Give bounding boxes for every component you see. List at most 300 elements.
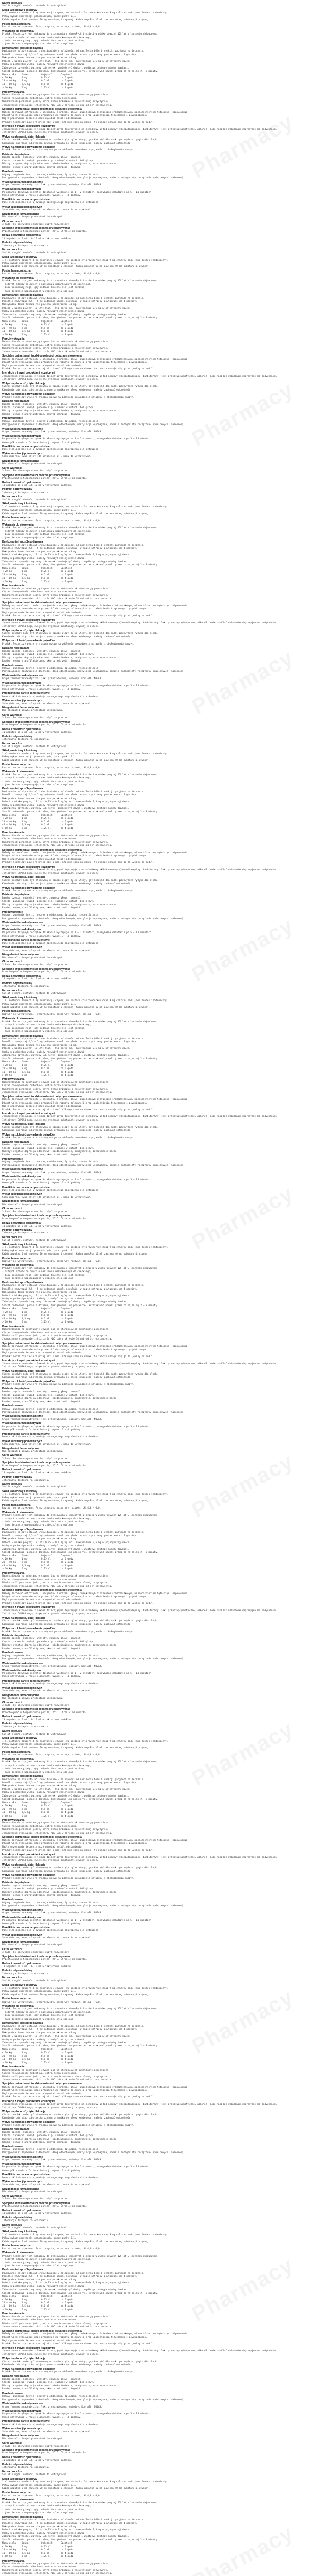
section-heading: Dawkowanie i sposób podawania: [2, 540, 43, 544]
section-heading: Właściwości farmakodynamiczne: [2, 1168, 43, 1172]
section-heading: Okres ważności: [2, 1454, 22, 1458]
section-paragraph: Dawkowanie należy ustalać indywidualnie w zależności od nasilenia bólu i reakcji pacjenta na leczenie.: [2, 297, 145, 300]
section-heading: Wpływ na zdolność prowadzenia pojazdów: [2, 1874, 55, 1877]
section-heading: Interakcje z innymi produktami leczniczymi: [2, 618, 55, 622]
section-heading: Przedkliniczne dane o bezpieczeństwie: [2, 692, 50, 696]
section-paragraph: Produkt leczniczy wywiera znaczny wpływ na zdolność prowadzenia pojazdów i obsługiwania maszyn.: [2, 396, 135, 399]
section-heading: Postać farmaceutyczna: [2, 1750, 31, 1754]
section-paragraph: Sposób podawania: podanie dożylne, domięśniowe lub podskórne. Wstrzykiwać powoli przez co najmniej 2 – 3 minuty.: [2, 1057, 159, 1060]
section-paragraph: Zaburzenia czynności wątroby lub nerek: zmniejszyć dawkę i wydłużyć odstępy między dawkami.: [2, 1054, 129, 1057]
section-paragraph: Niezbyt często: depresja oddechowa, niedociśnienie, bradykardia, zatrzymanie moczu.: [2, 2384, 118, 2387]
section-paragraph: Często: zaparcia, świąd, pocenie się, suchość w ustach, ból głowy.: [2, 406, 94, 410]
section-heading: Dawkowanie i sposób podawania: [2, 1281, 43, 1284]
section-paragraph: Osoby w podeszłym wieku: należy rozważyć zmniejszenie dawki.: [2, 310, 86, 313]
section-paragraph: Jednoczesne stosowanie z lekami działającymi depresyjnie na ośrodkowy układ nerwowy (benzodiazepiny, barbiturany, leki przeciwpsychotyczne, alkohol) może nasilać działanie depresyjne na oddychanie.: [2, 1115, 277, 1118]
section-heading: Specjalne środki ostrożności podczas przechowywania: [2, 1955, 70, 1958]
section-paragraph: Dawkowanie należy ustalać indywidualnie w zależności od nasilenia bólu i reakcji pacjenta na leczenie.: [2, 2272, 145, 2275]
section-heading: Specjalne ostrzeżenia i środki ostrożności dotyczące stosowania: [2, 354, 82, 358]
section-heading: Wpływ na zdolność prowadzenia pojazdów: [2, 1133, 55, 1137]
section-paragraph: Postępowanie: zapewnienie drożności dróg oddechowych, wentylacja wspomagana, podanie antagonisty receptorów opioidowych (nalokson).: [2, 917, 185, 920]
section-paragraph: Nie mieszać z innymi produktami leczniczymi.: [2, 2191, 64, 2194]
section-paragraph: Grupa farmakoterapeutyczna: leki przeciwbólowe, opioidy. Kod ATC: N02AB.: [2, 1418, 103, 1421]
section-paragraph: Rzadko: reakcje anafilaktyczne, skurcz oskrzeli, drgawki.: [2, 1400, 82, 1403]
section-paragraph: - jako leczenie wspomagające w znieczuleniu ogólnym.: [2, 43, 75, 46]
section-paragraph: Bardzo często: nudności, wymioty, zawroty głowy, senność.: [2, 1391, 82, 1394]
section-paragraph: Objawy: zwężenie źrenic, depresja oddechowa, śpiączka, niedociśnienie.: [2, 2148, 100, 2151]
section-paragraph: Pełny wykaz substancji pomocniczych, patrz punkt 6.1.: [2, 2237, 76, 2240]
section-paragraph: 1 ml roztworu zawiera 4 mg substancji czynnej (w postaci chlorowodorku) oraz 9 mg chlorku sodu jako środek izotoniczny.: [2, 1987, 168, 1990]
section-heading: Skład jakościowy i ilościowy: [2, 8, 38, 12]
section-paragraph: Osoby w podeszłym wieku: należy rozważyć zmniejszenie dawki.: [2, 2532, 86, 2535]
section-paragraph: Ciężka niewydolność oddechowa, ostra astma oskrzelowa.: [2, 838, 78, 841]
section-heading: Rodzaj i zawartość opakowania: [2, 974, 41, 978]
section-heading: Specjalne ostrzeżenia i środki ostrożności dotyczące stosowania: [2, 601, 82, 605]
section-paragraph: Każda ampułka 5 ml zawiera 20 mg substancji czynnej. Każda ampułka 10 ml zawiera 40 mg substancji czynnej.: [2, 512, 150, 515]
section-heading: Rodzaj i zawartość opakowania: [2, 234, 41, 238]
section-paragraph: Grupa farmakoterapeutyczna: leki przeciwbólowe, opioidy. Kod ATC: N02AB.: [2, 1665, 103, 1668]
table-row: 40 – 60 kg 2,5 mg 0,6 ml co 4 godz.: [2, 824, 80, 827]
section-paragraph: - ostrych stanów bólowych o nasileniu umiarkowanym do ciężkiego,: [2, 2505, 92, 2508]
section-paragraph: - ostrych stanów bólowych o nasileniu umiarkowanym do ciężkiego,: [2, 2011, 92, 2014]
section-paragraph: Każda ampułka 5 ml zawiera 20 mg substancji czynnej. Każda ampułka 10 ml zawiera 40 mg substancji czynnej.: [2, 759, 150, 762]
section-paragraph: 10 ampułek po 5 ml lub 10 ml w tekturowym pudełku.: [2, 2212, 72, 2215]
table-row: > 60 kg 5 mg 1,25 ml co 4 godz.: [2, 1815, 80, 1818]
section-heading: Rodzaj i zawartość opakowania: [2, 2455, 41, 2459]
section-paragraph: Postępowanie: zapewnienie drożności dróg oddechowych, wentylacja wspomagana, podanie antagonisty receptorów opioidowych (nalokson).: [2, 1905, 185, 1908]
section-paragraph: 10 ampułek po 5 ml lub 10 ml w tekturowym pudełku.: [2, 978, 72, 981]
section-paragraph: Postępowanie: zapewnienie drożności dróg oddechowych, wentylacja wspomagana, podanie antagonisty receptorów opioidowych (nalokson).: [2, 670, 185, 673]
section-heading: Wpływ na płodność, ciążę i laktację: [2, 876, 46, 879]
section-paragraph: Nagłe przerwanie leczenia może wywołać zespół odstawienia.: [2, 1352, 83, 1355]
section-paragraph: Ciężka niewydolność oddechowa, ostra astma oskrzelowa.: [2, 591, 78, 594]
section-paragraph: Długotrwałe stosowanie może prowadzić do rozwoju tolerancji oraz uzależnienia fizycznego i psychicznego.: [2, 855, 147, 858]
section-paragraph: Należy zachować ostrożność u pacjentów z urazami głowy, zwiększonym ciśnieniem śródczaszkowym, niedociśnieniem tętniczym, hipowolemią.: [2, 1839, 190, 1842]
section-paragraph: Inhibitory CYP3A4 mogą zwiększać stężenie substancji czynnej w osoczu.: [2, 1859, 100, 1862]
section-paragraph: - jako leczenie wspomagające w znieczuleniu ogólnym.: [2, 1030, 75, 1033]
section-paragraph: Roztwór do wstrzykiwań. Przezroczysty, bezbarwny roztwór, pH 4,0 – 6,0.: [2, 519, 101, 522]
section-heading: Nazwa produktu: [2, 2223, 22, 2227]
section-paragraph: - bólu pooperacyjnego, gdy podanie doustne nie jest możliwe,: [2, 533, 86, 536]
section-heading: Nazwa produktu: [2, 1483, 22, 1486]
section-paragraph: - ostrych stanów bólowych o nasileniu umiarkowanym do ciężkiego,: [2, 777, 92, 780]
section-paragraph: Po podaniu dożylnym początek działania występuje po 1 – 2 minutach, maksymalne działanie po 5 – 10 minutach.: [2, 191, 153, 194]
section-paragraph: Nagłe przerwanie leczenia może wywołać zespół odstawienia.: [2, 1105, 83, 1108]
section-paragraph: Inhibitory CYP3A4 mogą zwiększać stężenie substancji czynnej w osoczu.: [2, 378, 100, 381]
section-heading: Działania niepożądane: [2, 2128, 30, 2131]
section-paragraph: Objawy: zwężenie źrenic, depresja oddechowa, śpiączka, niedociśnienie.: [2, 420, 100, 423]
section-paragraph: Osoby w podeszłym wieku: należy rozważyć zmniejszenie dawki.: [2, 1545, 86, 1548]
section-paragraph: Osoby w podeszłym wieku: należy rozważyć zmniejszenie dawki.: [2, 1791, 86, 1794]
section-paragraph: 1 ml roztworu zawiera 4 mg substancji czynnej (w postaci chlorowodorku) oraz 9 mg chlorku sodu jako środek izotoniczny.: [2, 505, 168, 509]
section-paragraph: Dzieci w wieku powyżej 12 lat: 0,05 – 0,1 mg/kg mc., maksymalnie 2,5 mg w pojedynczej dawce.: [2, 801, 131, 804]
section-paragraph: Nadwrażliwość na substancję czynną lub na którąkolwiek substancję pomocniczą.: [2, 2315, 110, 2318]
section-heading: Przedawkowanie: [2, 417, 23, 420]
section-paragraph: Maksymalna dawka dobowa nie powinna przekraczać 40 mg.: [2, 303, 78, 307]
section-heading: Przedkliniczne dane o bezpieczeństwie: [2, 198, 50, 201]
section-paragraph: Jednoczesne stosowanie inhibitorów MAO lub w okresie 14 dni od ich odstawienia.: [2, 844, 113, 848]
section-heading: Specjalne ostrzeżenia i środki ostrożności dotyczące stosowania: [2, 2329, 82, 2333]
section-heading: Postać farmaceutyczna: [2, 516, 31, 520]
section-heading: Wskazania do stosowania: [2, 2498, 34, 2502]
section-paragraph: Jednoczesne stosowanie inhibitorów MAO lub w okresie 14 dni od ich odstawienia.: [2, 1338, 113, 1341]
section-heading: Przedawkowanie: [2, 910, 23, 914]
section-paragraph: Po podaniu dożylnym początek działania występuje po 1 – 2 minutach, maksymalne działanie po 5 – 10 minutach.: [2, 931, 153, 935]
section-heading: Dawkowanie i sposób podawania: [2, 787, 43, 791]
section-heading: Specjalne środki ostrożności podczas przechowywania: [2, 967, 70, 971]
section-paragraph: Osoby w podeszłym wieku: należy rozważyć zmniejszenie dawki.: [2, 557, 86, 560]
section-paragraph: Produkt leczniczy wywiera znaczny wpływ na zdolność prowadzenia pojazdów i obsługiwania maszyn.: [2, 2124, 135, 2127]
section-heading: Niezgodności farmaceutyczne: [2, 706, 39, 709]
section-heading: Nazwa produktu: [2, 2470, 22, 2473]
section-heading: Wykaz substancji pomocniczych: [2, 205, 42, 209]
section-heading: Właściwości farmakokinetyczne: [2, 1669, 42, 1672]
section-paragraph: Pełny wykaz substancji pomocniczych, patrz punkt 6.1.: [2, 262, 76, 265]
section-paragraph: 3 lata. Po pierwszym otwarciu: zużyć natychmiast.: [2, 1951, 71, 1954]
section-heading: Interakcje z innymi produktami leczniczymi: [2, 1853, 55, 1856]
section-paragraph: Roztwór do wstrzykiwań. Przezroczysty, bezbarwny roztwór, pH 4,0 – 6,0.: [2, 273, 101, 276]
section-paragraph: Po podaniu dożylnym początek działania występuje po 1 – 2 minutach, maksymalne działanie po 5 – 10 minutach.: [2, 2166, 153, 2169]
section-paragraph: 1 ml roztworu zawiera 4 mg substancji czynnej (w postaci chlorowodorku) oraz 9 mg chlorku sodu jako środek izotoniczny.: [2, 999, 168, 1003]
section-paragraph: Maksymalna dawka dobowa nie powinna przekraczać 40 mg.: [2, 1785, 78, 1788]
section-paragraph: - bólu pooperacyjnego, gdy podanie doustne nie jest możliwe,: [2, 286, 86, 290]
section-paragraph: Ciąża: produkt może być stosowany w czasie ciąży tylko wtedy, gdy korzyść dla matki przewyższa ryzyko dla płodu.: [2, 879, 159, 882]
section-paragraph: Nagłe przerwanie leczenia może wywołać zespół odstawienia.: [2, 364, 83, 367]
section-paragraph: Należy zachować ostrożność u pacjentów z urazami głowy, zwiększonym ciśnieniem śródczaszkowym, niedociśnieniem tętniczym, hipowolemią.: [2, 2086, 190, 2089]
table-row: > 60 kg 5 mg 1,25 ml co 4 godz.: [2, 827, 80, 830]
section-heading: Postać farmaceutyczna: [2, 1257, 31, 1260]
section-paragraph: Bardzo często: nudności, wymioty, zawroty głowy, senność.: [2, 896, 82, 900]
table-row: 20 – 40 kg 2 mg 0,5 ml co 6 godz.: [2, 2055, 80, 2058]
section-paragraph: Dorośli: zazwyczaj 2,5 – 5 mg podawane powoli dożylnie, w razie potrzeby powtarzane co 4 godziny.: [2, 53, 138, 56]
section-paragraph: Niedrożność porażenna jelit, ostre stany brzuszne o nieustalonej przyczynie.: [2, 2075, 108, 2078]
section-paragraph: Jednoczesne stosowanie z lekami działającymi depresyjnie na ośrodkowy układ nerwowy (benzodiazepiny, barbiturany, leki przeciwpsychotyczne, alkohol) może nasilać działanie depresyjne na oddychanie.: [2, 128, 277, 131]
section-paragraph: Sposób podawania: podanie dożylne, domięśniowe lub podskórne. Wstrzykiwać powoli przez co najmniej 2 – 3 minuty.: [2, 2538, 159, 2541]
section-paragraph: Jednoczesne stosowanie inhibitorów MAO lub w okresie 14 dni od ich odstawienia.: [2, 1585, 113, 1588]
section-paragraph: 10 ampułek po 5 ml lub 10 ml w tekturowym pudełku.: [2, 1471, 72, 1475]
section-paragraph: Produkt leczniczy jest wskazany do stosowania u dorosłych i dzieci w wieku powyżej 12 lat w leczeniu objawowym:: [2, 33, 157, 36]
section-paragraph: - ostrych stanów bólowych o nasileniu umiarkowanym do ciężkiego,: [2, 2258, 92, 2261]
table-row: < 20 kg 1 mg 0,25 ml co 6 godz.: [2, 2052, 80, 2055]
section-paragraph: Produkt leczniczy zawiera mniej niż 1 mmol (23 mg) sodu na dawkę, to znaczy uznaje się go za „wolny od sodu”.: [2, 2096, 154, 2099]
section-heading: Przedkliniczne dane o bezpieczeństwie: [2, 1926, 50, 1930]
section-paragraph: Postępowanie: zapewnienie drożności dróg oddechowych, wentylacja wspomagana, podanie antagonisty receptorów opioidowych (nalokson).: [2, 2398, 185, 2401]
section-paragraph: Zaburzenia czynności wątroby lub nerek: zmniejszyć dawkę i wydłużyć odstępy między dawkami.: [2, 2041, 129, 2044]
section-paragraph: Grupa farmakoterapeutyczna: leki przeciwbólowe, opioidy. Kod ATC: N02AB.: [2, 1171, 103, 1174]
section-paragraph: Roztwór do wstrzykiwań. Przezroczysty, bezbarwny roztwór, pH 4,0 – 6,0.: [2, 766, 101, 769]
section-paragraph: Należy zachować ostrożność u pacjentów z urazami głowy, zwiększonym ciśnieniem śródczaszkowym, niedociśnieniem tętniczym, hipowolemią.: [2, 111, 190, 114]
section-paragraph: Produkt leczniczy wywiera znaczny wpływ na zdolność prowadzenia pojazdów i obsługiwania maszyn.: [2, 1877, 135, 1880]
section-paragraph: - jako leczenie wspomagające w znieczuleniu ogólnym.: [2, 290, 75, 293]
section-paragraph: Zaburzenia czynności wątroby lub nerek: zmniejszyć dawkę i wydłużyć odstępy między dawkami.: [2, 313, 129, 316]
section-paragraph: Pełny wykaz substancji pomocniczych, patrz punkt 6.1.: [2, 1496, 76, 1499]
section-heading: Wpływ na płodność, ciążę i laktację: [2, 1123, 46, 1126]
section-paragraph: Produkt leczniczy zawiera mniej niż 1 mmol (23 mg) sodu na dawkę, to znaczy uznaje się go za „wolny od sodu”.: [2, 1355, 154, 1358]
section-paragraph: Dzieci w wieku powyżej 12 lat: 0,05 – 0,1 mg/kg mc., maksymalnie 2,5 mg w pojedynczej dawce.: [2, 2529, 131, 2532]
section-heading: Wpływ na zdolność prowadzenia pojazdów: [2, 1627, 55, 1631]
section-heading: Postać farmaceutyczna: [2, 1010, 31, 1013]
section-paragraph: Karmienie piersią: substancja czynna przenika do mleka kobiecego; należy zachować ostrożność.: [2, 388, 132, 392]
table-row: 20 – 40 kg 2 mg 0,5 ml co 6 godz.: [2, 2301, 80, 2304]
section-paragraph: 1 ml roztworu zawiera 4 mg substancji czynnej (w postaci chlorowodorku) oraz 9 mg chlorku sodu jako środek izotoniczny.: [2, 2233, 168, 2236]
section-paragraph: Roztwór do wstrzykiwań. Przezroczysty, bezbarwny roztwór, pH 4,0 – 6,0.: [2, 1754, 101, 1757]
section-paragraph: Ciąża: produkt może być stosowany w czasie ciąży tylko wtedy, gdy korzyść dla matki przewyższa ryzyko dla płodu.: [2, 1620, 159, 1623]
section-paragraph: Sunlit N mg/ml roztwór, roztwór do wstrzykiwań: [2, 1239, 66, 1242]
table-row: 40 – 60 kg 2,5 mg 0,6 ml co 4 godz.: [2, 1811, 80, 1815]
section-paragraph: Nie mieszać z innymi produktami leczniczymi.: [2, 956, 64, 959]
section-paragraph: Zaburzenia czynności wątroby lub nerek: zmniejszyć dawkę i wydłużyć odstępy między dawkami.: [2, 66, 129, 70]
section-heading: Skład jakościowy i ilościowy: [2, 1737, 38, 1740]
section-paragraph: Maksymalna dawka dobowa nie powinna przekraczać 40 mg.: [2, 797, 78, 800]
section-paragraph: Zaburzenia czynności wątroby lub nerek: zmniejszyć dawkę i wydłużyć odstępy między dawkami.: [2, 1794, 129, 1798]
table-header-row: Masa ciała Dawka Objętość Częstość: [2, 1308, 80, 1311]
section-heading: Specjalne środki ostrożności podczas przechowywania: [2, 2201, 70, 2205]
section-paragraph: Często: zaparcia, świąd, pocenie się, suchość w ustach, ból głowy.: [2, 1640, 94, 1643]
section-paragraph: Ciąża: produkt może być stosowany w czasie ciąży tylko wtedy, gdy korzyść dla matki przewyższa ryzyko dla płodu.: [2, 139, 159, 142]
section-heading: Wskazania do stosowania: [2, 1017, 34, 1021]
section-heading: Podmiot odpowiedzialny: [2, 981, 32, 985]
section-paragraph: Informacja dostępna na opakowaniu.: [2, 1972, 50, 1975]
section-heading: Wskazania do stosowania: [2, 1757, 34, 1761]
section-heading: Przedkliniczne dane o bezpieczeństwie: [2, 2420, 50, 2424]
section-paragraph: Sunlit N mg/ml roztwór, roztwór do wstrzykiwań: [2, 498, 66, 501]
section-paragraph: Przechowywać w temperaturze poniżej 25°C. Chronić od światła.: [2, 2205, 88, 2208]
section-heading: Wpływ na płodność, ciążę i laktację: [2, 1616, 46, 1620]
section-paragraph: 1 ml roztworu zawiera 4 mg substancji czynnej (w postaci chlorowodorku) oraz 9 mg chlorku sodu jako środek izotoniczny.: [2, 1740, 168, 1743]
section-paragraph: Pełny wykaz substancji pomocniczych, patrz punkt 6.1.: [2, 1990, 76, 1993]
section-paragraph: Nie mieszać z innymi produktami leczniczymi.: [2, 463, 64, 466]
section-paragraph: Dawkowanie należy ustalać indywidualnie w zależności od nasilenia bólu i reakcji pacjenta na leczenie.: [2, 1531, 145, 1534]
section-paragraph: Produkt leczniczy zawiera mniej niż 1 mmol (23 mg) sodu na dawkę, to znaczy uznaje się go za „wolny od sodu”.: [2, 1602, 154, 1605]
section-paragraph: Dorośli: zazwyczaj 2,5 – 5 mg podawane powoli dożylnie, w razie potrzeby powtarzane co 4 godziny.: [2, 1782, 138, 1784]
section-paragraph: Niezbyt często: depresja oddechowa, niedociśnienie, bradykardia, zatrzymanie moczu.: [2, 2138, 118, 2141]
section-heading: Wskazania do stosowania: [2, 1511, 34, 1514]
table-row: < 20 kg 1 mg 0,25 ml co 6 godz.: [2, 1311, 80, 1314]
section-paragraph: Postępowanie: zapewnienie drożności dróg oddechowych, wentylacja wspomagana, podanie antagonisty receptorów opioidowych (nalokson).: [2, 423, 185, 427]
section-paragraph: Dawkowanie należy ustalać indywidualnie w zależności od nasilenia bólu i reakcji pacjenta na leczenie.: [2, 50, 145, 53]
section-paragraph: Maksymalna dawka dobowa nie powinna przekraczać 40 mg.: [2, 2525, 78, 2528]
section-paragraph: Często: zaparcia, świąd, pocenie się, suchość w ustach, ból głowy.: [2, 2381, 94, 2384]
section-heading: Właściwości farmakodynamiczne: [2, 2155, 43, 2159]
section-heading: Postać farmaceutyczna: [2, 2491, 31, 2495]
table-row: < 20 kg 1 mg 0,25 ml co 6 godz.: [2, 1558, 80, 1561]
section-paragraph: Ciężka niewydolność oddechowa, ostra astma oskrzelowa.: [2, 1331, 78, 1334]
section-paragraph: Sodu chlorek, kwas solny (do ustalenia pH), woda do wstrzykiwań.: [2, 1937, 92, 1940]
section-paragraph: Produkt leczniczy wywiera znaczny wpływ na zdolność prowadzenia pojazdów i obsługiwania maszyn.: [2, 642, 135, 646]
section-paragraph: Po podaniu dożylnym początek działania występuje po 1 – 2 minutach, maksymalne działanie po 5 – 10 minutach.: [2, 2413, 153, 2416]
section-paragraph: Postępowanie: zapewnienie drożności dróg oddechowych, wentylacja wspomagana, podanie antagonisty receptorów opioidowych (nalokson).: [2, 1411, 185, 1414]
section-paragraph: Często: zaparcia, świąd, pocenie się, suchość w ustach, ból głowy.: [2, 1394, 94, 1397]
section-paragraph: Produkt leczniczy jest wskazany do stosowania u dorosłych i dzieci w wieku powyżej 12 lat w leczeniu objawowym:: [2, 1514, 157, 1517]
section-paragraph: Często: zaparcia, świąd, pocenie się, suchość w ustach, ból głowy.: [2, 653, 94, 656]
section-heading: Wykaz substancji pomocniczych: [2, 699, 42, 703]
section-paragraph: - jako leczenie wspomagające w znieczuleniu ogólnym.: [2, 2264, 75, 2267]
section-paragraph: Nie mieszać z innymi produktami leczniczymi.: [2, 1944, 64, 1947]
table-header-row: Masa ciała Dawka Objętość Częstość: [2, 320, 80, 323]
section-paragraph: Dane niekliniczne nie ujawniają szczególnego zagrożenia dla człowieka.: [2, 2176, 100, 2179]
section-paragraph: Ciąża: produkt może być stosowany w czasie ciąży tylko wtedy, gdy korzyść dla matki przewyższa ryzyko dla płodu.: [2, 1867, 159, 1870]
table-row: 40 – 60 kg 2,5 mg 0,6 ml co 4 godz.: [2, 2552, 80, 2555]
section-paragraph: Sunlit N mg/ml roztwór, roztwór do wstrzykiwań: [2, 1486, 66, 1489]
section-paragraph: Informacja dostępna na opakowaniu.: [2, 491, 50, 494]
section-heading: Interakcje z innymi produktami leczniczymi: [2, 1606, 55, 1609]
section-paragraph: Dorośli: zazwyczaj 2,5 – 5 mg podawane powoli dożylnie, w razie potrzeby powtarzane co 4 godziny.: [2, 2028, 138, 2031]
section-heading: Właściwości farmakodynamiczne: [2, 427, 43, 431]
section-heading: Rodzaj i zawartość opakowania: [2, 2209, 41, 2212]
section-heading: Rodzaj i zawartość opakowania: [2, 727, 41, 731]
section-paragraph: Grupa farmakoterapeutyczna: leki przeciwbólowe, opioidy. Kod ATC: N02AB.: [2, 677, 103, 681]
section-heading: Podmiot odpowiedzialny: [2, 1476, 32, 1479]
section-paragraph: Przechowywać w temperaturze poniżej 25°C. Chronić od światła.: [2, 230, 88, 233]
section-paragraph: Dzieci w wieku powyżej 12 lat: 0,05 – 0,1 mg/kg mc., maksymalnie 2,5 mg w pojedynczej dawce.: [2, 307, 131, 310]
section-paragraph: Rzadko: reakcje anafilaktyczne, skurcz oskrzeli, drgawki.: [2, 166, 82, 169]
section-heading: Wpływ na zdolność prowadzenia pojazdów: [2, 1380, 55, 1383]
section-paragraph: Długotrwałe stosowanie może prowadzić do rozwoju tolerancji oraz uzależnienia fizycznego i psychicznego.: [2, 2336, 147, 2339]
section-heading: Interakcje z innymi produktami leczniczymi: [2, 1359, 55, 1363]
section-paragraph: Bardzo często: nudności, wymioty, zawroty głowy, senność.: [2, 2378, 82, 2381]
section-paragraph: Informacja dostępna na opakowaniu.: [2, 985, 50, 988]
table-row: > 60 kg 5 mg 1,25 ml co 4 godz.: [2, 1074, 80, 1077]
section-heading: Wskazania do stosowania: [2, 2005, 34, 2008]
section-paragraph: Dzieci w wieku powyżej 12 lat: 0,05 – 0,1 mg/kg mc., maksymalnie 2,5 mg w pojedynczej dawce.: [2, 1541, 131, 1544]
table-row: 40 – 60 kg 2,5 mg 0,6 ml co 4 godz.: [2, 1564, 80, 1567]
section-paragraph: Objawy: zwężenie źrenic, depresja oddechowa, śpiączka, niedociśnienie.: [2, 1161, 100, 1164]
section-paragraph: Ciężka niewydolność oddechowa, ostra astma oskrzelowa.: [2, 2072, 78, 2075]
section-heading: Podmiot odpowiedzialny: [2, 241, 32, 245]
section-paragraph: Sposób podawania: podanie dożylne, domięśniowe lub podskórne. Wstrzykiwać powoli przez co najmniej 2 – 3 minuty.: [2, 70, 159, 73]
section-paragraph: Produkt leczniczy wywiera znaczny wpływ na zdolność prowadzenia pojazdów i obsługiwania maszyn.: [2, 1137, 135, 1140]
section-paragraph: Sposób podawania: podanie dożylne, domięśniowe lub podskórne. Wstrzykiwać powoli przez co najmniej 2 – 3 minuty.: [2, 1798, 159, 1801]
section-paragraph: Roztwór do wstrzykiwań. Przezroczysty, bezbarwny roztwór, pH 4,0 – 6,0.: [2, 1507, 101, 1510]
section-heading: Działania niepożądane: [2, 1140, 30, 1144]
section-heading: Przeciwwskazania: [2, 337, 25, 341]
section-heading: Skład jakościowy i ilościowy: [2, 1984, 38, 1987]
section-paragraph: Długotrwałe stosowanie może prowadzić do rozwoju tolerancji oraz uzależnienia fizycznego i psychicznego.: [2, 1842, 147, 1845]
section-heading: Przedkliniczne dane o bezpieczeństwie: [2, 1432, 50, 1436]
section-paragraph: Ciąża: produkt może być stosowany w czasie ciąży tylko wtedy, gdy korzyść dla matki przewyższa ryzyko dla płodu.: [2, 2113, 159, 2116]
section-paragraph: Sposób podawania: podanie dożylne, domięśniowe lub podskórne. Wstrzykiwać powoli przez co najmniej 2 – 3 minuty.: [2, 2292, 159, 2295]
section-paragraph: Maksymalna dawka dobowa nie powinna przekraczać 40 mg.: [2, 57, 78, 60]
section-paragraph: - ostrych stanów bólowych o nasileniu umiarkowanym do ciężkiego,: [2, 1024, 92, 1027]
table-row: > 60 kg 5 mg 1,25 ml co 4 godz.: [2, 580, 80, 583]
section-heading: Wskazania do stosowania: [2, 276, 34, 280]
section-paragraph: Sodu chlorek, kwas solny (do ustalenia pH), woda do wstrzykiwań.: [2, 2183, 92, 2187]
section-paragraph: Nadwrażliwość na substancję czynną lub na którąkolwiek substancję pomocniczą.: [2, 2562, 110, 2565]
section-heading: Rodzaj i zawartość opakowania: [2, 481, 41, 484]
section-heading: Wykaz substancji pomocniczych: [2, 2180, 42, 2184]
section-heading: Właściwości farmakodynamiczne: [2, 1415, 43, 1418]
section-heading: Wykaz substancji pomocniczych: [2, 1686, 42, 1690]
section-paragraph: Zaburzenia czynności wątroby lub nerek: zmniejszyć dawkę i wydłużyć odstępy między dawkami.: [2, 2535, 129, 2538]
section-heading: Nazwa produktu: [2, 1235, 22, 1239]
section-paragraph: Niedrożność porażenna jelit, ostre stany brzuszne o nieustalonej przyczynie.: [2, 2569, 108, 2572]
section-heading: Działania niepożądane: [2, 893, 30, 897]
section-paragraph: Okres półtrwania w fazie eliminacji wynosi 3 – 4 godziny.: [2, 935, 82, 938]
section-paragraph: Dane niekliniczne nie ujawniają szczególnego zagrożenia dla człowieka.: [2, 448, 100, 451]
section-heading: Dawkowanie i sposób podawania: [2, 2022, 43, 2025]
section-heading: Okres ważności: [2, 2442, 22, 2445]
section-paragraph: Informacja dostępna na opakowaniu.: [2, 2466, 50, 2469]
section-paragraph: Dane niekliniczne nie ujawniają szczególnego zagrożenia dla człowieka.: [2, 695, 100, 698]
table-row: > 60 kg 5 mg 1,25 ml co 4 godz.: [2, 2061, 80, 2064]
section-paragraph: Inhibitory CYP3A4 mogą zwiększać stężenie substancji czynnej w osoczu.: [2, 872, 100, 875]
section-heading: Wpływ na zdolność prowadzenia pojazdów: [2, 393, 55, 396]
section-heading: Specjalne ostrzeżenia i środki ostrożności dotyczące stosowania: [2, 1589, 82, 1592]
section-paragraph: Grupa farmakoterapeutyczna: leki przeciwbólowe, opioidy. Kod ATC: N02AB.: [2, 2159, 103, 2162]
section-heading: Specjalne ostrzeżenia i środki ostrożności dotyczące stosowania: [2, 2082, 82, 2086]
section-paragraph: Produkt leczniczy wywiera znaczny wpływ na zdolność prowadzenia pojazdów i obsługiwania maszyn.: [2, 1630, 135, 1633]
section-paragraph: Sodu chlorek, kwas solny (do ustalenia pH), woda do wstrzykiwań.: [2, 1690, 92, 1693]
section-paragraph: Nie mieszać z innymi produktami leczniczymi.: [2, 1450, 64, 1453]
section-paragraph: Osoby w podeszłym wieku: należy rozważyć zmniejszenie dawki.: [2, 1298, 86, 1301]
section-paragraph: Nagłe przerwanie leczenia może wywołać zespół odstawienia.: [2, 858, 83, 861]
section-heading: Właściwości farmakokinetyczne: [2, 1916, 42, 1919]
table-header-row: Masa ciała Dawka Objętość Częstość: [2, 2542, 80, 2545]
section-paragraph: Nadwrażliwość na substancję czynną lub na którąkolwiek substancję pomocniczą.: [2, 1328, 110, 1331]
section-paragraph: Nagłe przerwanie leczenia może wywołać zespół odstawienia.: [2, 611, 83, 614]
section-paragraph: Okres półtrwania w fazie eliminacji wynosi 3 – 4 godziny.: [2, 688, 82, 691]
section-paragraph: Jednoczesne stosowanie inhibitorów MAO lub w okresie 14 dni od ich odstawienia.: [2, 2326, 113, 2329]
section-paragraph: 1 ml roztworu zawiera 4 mg substancji czynnej (w postaci chlorowodorku) oraz 9 mg chlorku sodu jako środek izotoniczny.: [2, 259, 168, 262]
section-paragraph: Często: zaparcia, świąd, pocenie się, suchość w ustach, ból głowy.: [2, 1888, 94, 1891]
section-paragraph: Dawkowanie należy ustalać indywidualnie w zależności od nasilenia bólu i reakcji pacjenta na leczenie.: [2, 1778, 145, 1781]
section-paragraph: - ostrych stanów bólowych o nasileniu umiarkowanym do ciężkiego,: [2, 1270, 92, 1274]
section-paragraph: Rzadko: reakcje anafilaktyczne, skurcz oskrzeli, drgawki.: [2, 1154, 82, 1157]
section-paragraph: 3 lata. Po pierwszym otwarciu: zużyć natychmiast.: [2, 2445, 71, 2448]
section-paragraph: Karmienie piersią: substancja czynna przenika do mleka kobiecego; należy zachować ostrożność.: [2, 1623, 132, 1626]
section-paragraph: Grupa farmakoterapeutyczna: leki przeciwbólowe, opioidy. Kod ATC: N02AB.: [2, 1912, 103, 1915]
section-paragraph: Pełny wykaz substancji pomocniczych, patrz punkt 6.1.: [2, 1249, 76, 1252]
section-paragraph: Postępowanie: zapewnienie drożności dróg oddechowych, wentylacja wspomagana, podanie antagonisty receptorów opioidowych (nalokson).: [2, 1164, 185, 1167]
section-paragraph: Pełny wykaz substancji pomocniczych, patrz punkt 6.1.: [2, 15, 76, 18]
table-row: 40 – 60 kg 2,5 mg 0,6 ml co 4 godz.: [2, 330, 80, 333]
section-heading: Skład jakościowy i ilościowy: [2, 749, 38, 753]
section-paragraph: Ciężka niewydolność oddechowa, ostra astma oskrzelowa.: [2, 97, 78, 100]
section-heading: Niezgodności farmaceutyczne: [2, 1200, 39, 1204]
section-paragraph: Niezbyt często: depresja oddechowa, niedociśnienie, bradykardia, zatrzymanie moczu.: [2, 163, 118, 166]
section-paragraph: Należy zachować ostrożność u pacjentów z urazami głowy, zwiększonym ciśnieniem śródczaszkowym, niedociśnieniem tętniczym, hipowolemią.: [2, 358, 190, 361]
section-paragraph: Dawkowanie należy ustalać indywidualnie w zależności od nasilenia bólu i reakcji pacjenta na leczenie.: [2, 1284, 145, 1287]
section-paragraph: - bólu pooperacyjnego, gdy podanie doustne nie jest możliwe,: [2, 1027, 86, 1030]
table-row: 20 – 40 kg 2 mg 0,5 ml co 6 godz.: [2, 1561, 80, 1564]
section-paragraph: - bólu pooperacyjnego, gdy podanie doustne nie jest możliwe,: [2, 2508, 86, 2511]
section-heading: Nazwa produktu: [2, 495, 22, 499]
section-paragraph: Produkt leczniczy jest wskazany do stosowania u dorosłych i dzieci w wieku powyżej 12 lat w leczeniu objawowym:: [2, 1267, 157, 1270]
section-heading: Przedawkowanie: [2, 1157, 23, 1161]
section-heading: Postać farmaceutyczna: [2, 1503, 31, 1507]
section-paragraph: Niedrożność porażenna jelit, ostre stany brzuszne o nieustalonej przyczynie.: [2, 1828, 108, 1832]
section-heading: Wskazania do stosowania: [2, 29, 34, 33]
section-paragraph: Rzadko: reakcje anafilaktyczne, skurcz oskrzeli, drgawki.: [2, 660, 82, 663]
section-paragraph: Sodu chlorek, kwas solny (do ustalenia pH), woda do wstrzykiwań.: [2, 1196, 92, 1199]
section-heading: Skład jakościowy i ilościowy: [2, 1489, 38, 1493]
section-paragraph: Roztwór do wstrzykiwań. Przezroczysty, bezbarwny roztwór, pH 4,0 – 6,0.: [2, 2494, 101, 2497]
section-paragraph: Dzieci w wieku powyżej 12 lat: 0,05 – 0,1 mg/kg mc., maksymalnie 2,5 mg w pojedynczej dawce.: [2, 60, 131, 63]
section-paragraph: 3 lata. Po pierwszym otwarciu: zużyć natychmiast.: [2, 963, 71, 967]
section-paragraph: Sodu chlorek, kwas solny (do ustalenia pH), woda do wstrzykiwań.: [2, 1443, 92, 1446]
section-paragraph: Produkt leczniczy zawiera mniej niż 1 mmol (23 mg) sodu na dawkę, to znaczy uznaje się go za „wolny od sodu”.: [2, 368, 154, 371]
section-paragraph: Każda ampułka 5 ml zawiera 20 mg substancji czynnej. Każda ampułka 10 ml zawiera 40 mg substancji czynnej.: [2, 1253, 150, 1256]
section-heading: Wpływ na zdolność prowadzenia pojazdów: [2, 2367, 55, 2371]
section-paragraph: - jako leczenie wspomagające w znieczuleniu ogólnym.: [2, 2018, 75, 2021]
section-paragraph: Inhibitory CYP3A4 mogą zwiększać stężenie substancji czynnej w osoczu.: [2, 1366, 100, 1369]
section-heading: Specjalne ostrzeżenia i środki ostrożności dotyczące stosowania: [2, 1095, 82, 1098]
section-heading: Właściwości farmakokinetyczne: [2, 2162, 42, 2166]
section-heading: Okres ważności: [2, 1701, 22, 1704]
section-paragraph: Ciężka niewydolność oddechowa, ostra astma oskrzelowa.: [2, 1084, 78, 1088]
section-paragraph: Inhibitory CYP3A4 mogą zwiększać stężenie substancji czynnej w osoczu.: [2, 2106, 100, 2109]
section-paragraph: - bólu pooperacyjnego, gdy podanie doustne nie jest możliwe,: [2, 1274, 86, 1277]
section-paragraph: Dane niekliniczne nie ujawniają szczególnego zagrożenia dla człowieka.: [2, 2423, 100, 2426]
